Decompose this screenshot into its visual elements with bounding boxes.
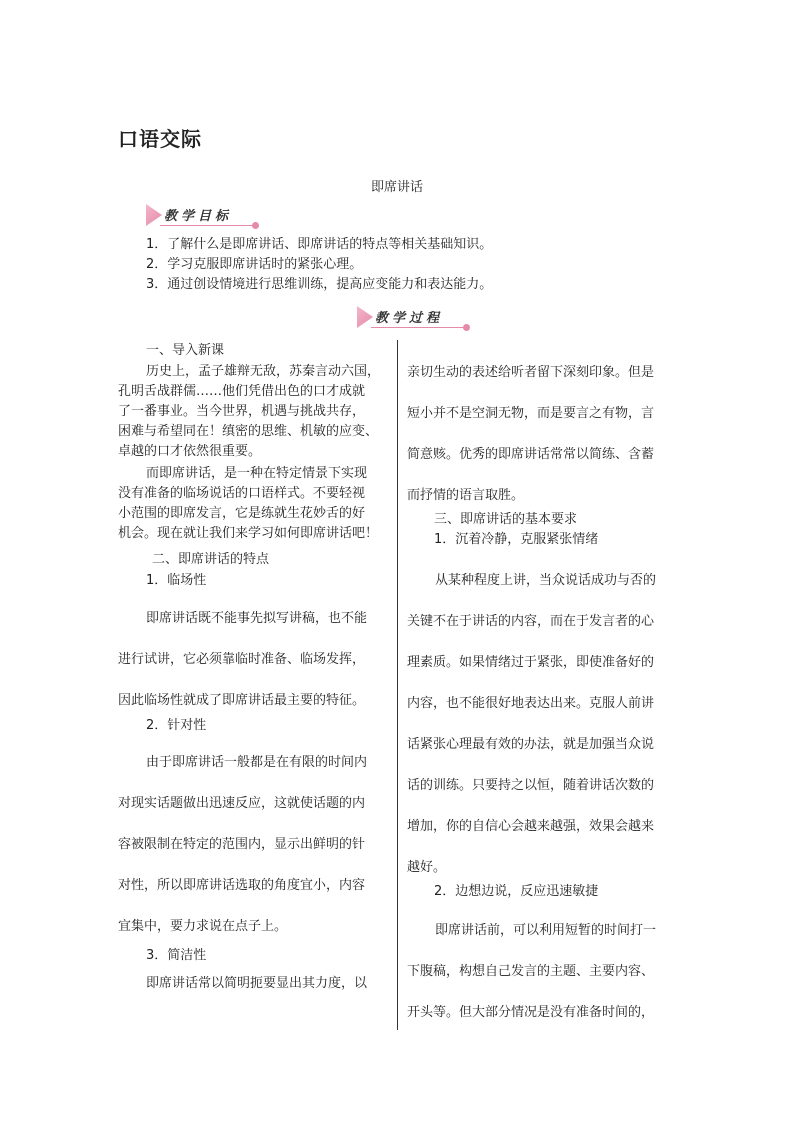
banner-ribbon-icon [357,306,373,328]
text-line: 下腹稿，构想自己发言的主题、主要内容、 [407,964,655,979]
intro-paragraph-2 [118,464,388,544]
intro-paragraph [118,362,388,462]
text-line: 短小并不是空洞无物，而是要言之有物，言 [407,406,655,421]
column-divider [397,340,398,1030]
text-line: 从某种程度上讲，当众说话成功与否的 [435,573,657,588]
paragraph [407,910,682,1033]
paragraph [118,742,388,947]
objective-item: 3．通过创设情境进行思维训练，提高应变能力和表达能力。 [146,277,493,292]
text-line: 开头等。但大部分情况是没有准备时间的， [407,1005,655,1020]
text-line: 机会。现在就让我们来学习如何即席讲话吧！ [118,526,379,541]
text-line: 没有准备的临场说话的口语样式。不要轻视 [118,486,366,501]
banner-underline [371,327,467,328]
text-line: 对性，所以即席讲话选取的角度宜小，内容 [118,878,366,893]
text-line: 简意赅。优秀的即席讲话常常以简练、含蓄 [407,447,655,462]
text-line: 孔明舌战群儒……他们凭借出色的口才成就 [118,384,366,399]
lesson-title: 即席讲话 [370,180,423,195]
section-heading: 一、导入新课 [146,343,225,358]
text-line: 对现实话题做出迅速反应，这就使话题的内 [118,796,366,811]
paragraph [407,352,682,516]
objectives-list [146,235,492,295]
process-banner [357,306,469,328]
objectives-banner [146,204,258,226]
text-line: 了一番事业。当今世界，机遇与挑战共存， [118,404,366,419]
objectives-banner-label: 教学目标 [164,209,233,224]
text-line: 困难与希望同在！缜密的思维、机敏的应变、 [118,424,379,439]
banner-dot-icon [463,324,470,331]
text-line: 越好。 [407,860,447,875]
text-line: 内容，也不能很好地表达出来。克服人前讲 [407,696,655,711]
text-line: 小范围的即席发言，它是练就生花妙舌的好 [118,506,366,521]
text-line: 容被限制在特定的范围内，显示出鲜明的针 [118,837,366,852]
subsection-heading: 3．简洁性 [146,948,207,963]
text-line: 增加，你的自信心会越来越强，效果会越来 [407,819,655,834]
process-banner-label: 教学过程 [375,311,444,326]
subsection-heading: 1．临场性 [146,573,207,588]
text-line: 进行试讲，它必须靠临时准备、临场发挥， [118,652,366,667]
text-line: 话的训练。只要持之以恒，随着讲话次数的 [407,778,655,793]
paragraph [407,560,682,888]
subsection-heading: 1．沉着冷静，克服紧张情绪 [434,532,599,547]
text-line: 历史上，孟子雄辩无敌，苏秦言动六国， [146,364,381,379]
banner-ribbon-icon [146,204,162,226]
page-title: 口语交际 [118,127,202,151]
section-heading: 三、即席讲话的基本要求 [434,512,578,527]
section-heading: 二、即席讲话的特点 [152,552,270,567]
subsection-heading: 2．针对性 [146,718,207,733]
text-line: 理素质。如果情绪过于紧张，即使准备好的 [407,655,655,670]
text-line: 由于即席讲话一般都是在有限的时间内 [146,755,368,770]
text-line: 即席讲话既不能事先拟写讲稿，也不能 [146,611,368,626]
banner-dot-icon [252,222,259,229]
objective-item: 1．了解什么是即席讲话、即席讲话的特点等相关基础知识。 [146,237,493,252]
subsection-heading: 2．边想边说，反应迅速敏捷 [434,884,599,899]
text-line: 即席讲话常以简明扼要显出其力度，以 [146,976,368,991]
text-line: 卓越的口才依然很重要。 [118,444,262,459]
text-line: 话紧张心理最有效的办法，就是加强当众说 [407,737,655,752]
paragraph [118,598,388,721]
text-line: 关键不在于讲话的内容，而在于发言者的心 [407,614,655,629]
text-line: 亲切生动的表述给听者留下深刻印象。但是 [407,365,655,380]
text-line: 因此临场性就成了即席讲话最主要的特征。 [118,693,366,708]
text-line: 而抒情的语言取胜。 [407,488,525,503]
text-line: 而即席讲话，是一种在特定情景下实现 [146,466,368,481]
paragraph [118,974,388,994]
text-line: 即席讲话前，可以利用短暂的时间打一 [435,923,657,938]
text-line: 宜集中，要力求说在点子上。 [118,919,288,934]
banner-underline [160,225,256,226]
objective-item: 2．学习克服即席讲话时的紧张心理。 [146,257,363,272]
